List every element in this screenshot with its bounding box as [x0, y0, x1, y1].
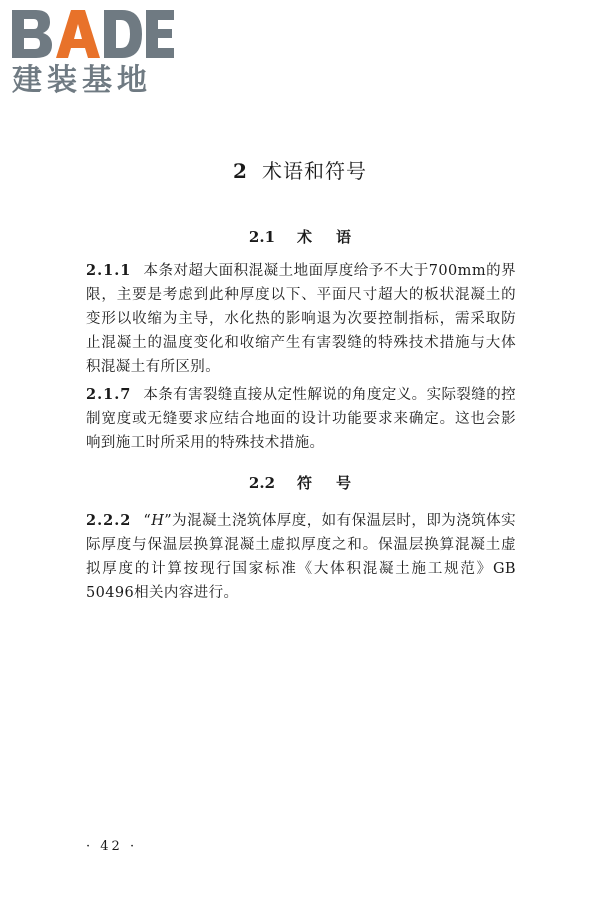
clause-2-1-1	[86, 259, 516, 379]
bade-wordmark	[10, 6, 175, 62]
chapter-title: 术语和符号	[261, 159, 367, 183]
clause-number: 2.1.7	[86, 386, 132, 403]
quote-close: ”	[164, 513, 173, 529]
clause-2-1-7	[86, 383, 516, 455]
clause-2-2-2	[86, 509, 516, 605]
clause-text: 本条对超大面积混凝土地面厚度给予不大于700mm的界限，主要是考虑到此种厚度以下、平面尺寸超大的板状混凝土的变形以收缩为主导，水化热的影响退为次要控制指标，需采取防止混凝土的温度变化和收缩产生有害裂缝的特殊技术措施与大体积混凝土有所区别。	[86, 263, 516, 375]
clause-number: 2.1.1	[86, 262, 132, 279]
section-heading-2-1	[0, 226, 600, 248]
symbol-h: H	[151, 513, 165, 529]
section-number: 2.1	[248, 228, 276, 246]
section-title-part: 符	[297, 474, 313, 492]
logo-subtitle: 建装基地	[12, 63, 152, 98]
page-number: · 42 ·	[86, 839, 138, 854]
clause-text: 为混凝土浇筑体厚度，如有保温层时，即为浇筑体实际厚度与保温层换算混凝土虚拟厚度之和。保温层换算混凝土虚拟厚度的计算按现行国家标准《大体积混凝土施工规范》GB 50496相关内容进行。	[86, 513, 516, 601]
section-title-part: 号	[336, 474, 352, 492]
chapter-number: 2	[233, 159, 248, 183]
chapter-heading	[0, 157, 600, 185]
clause-text: 本条有害裂缝直接从定性解说的角度定义。实际裂缝的控制宽度或无缝要求应结合地面的设计功能要求来确定。这也会影响到施工时所采用的特殊技术措施。	[86, 387, 516, 451]
section-title-part: 语	[336, 228, 352, 246]
section-number: 2.2	[248, 474, 276, 492]
quote-open: “	[143, 513, 152, 529]
bade-logo	[10, 6, 175, 98]
section-title-part: 术	[297, 228, 313, 246]
clause-number: 2.2.2	[86, 512, 132, 529]
section-heading-2-2	[0, 472, 600, 494]
